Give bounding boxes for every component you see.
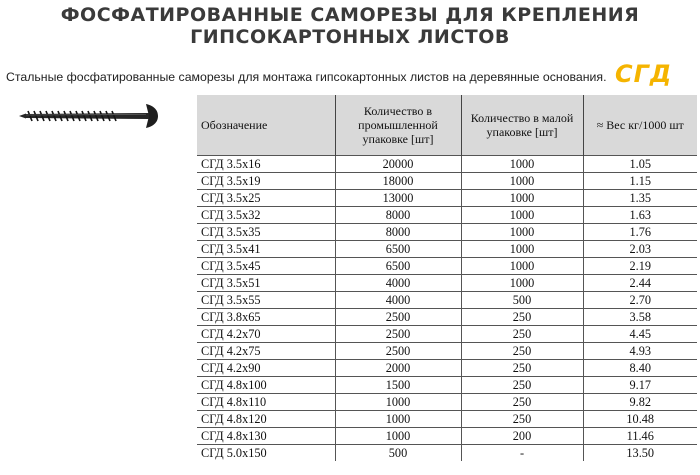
weight-cell: 2.70 xyxy=(583,291,697,308)
description-text: Стальные фосфатированные саморезы для монтажа гипсокартонных листов на деревянные основания. xyxy=(6,70,607,84)
table-row xyxy=(197,393,697,410)
small-pack-cell: 1000 xyxy=(461,274,583,291)
designation-cell: СГД 3.5х35 xyxy=(197,223,335,240)
table-row xyxy=(197,155,697,172)
weight-cell: 2.44 xyxy=(583,274,697,291)
small-pack-cell: 1000 xyxy=(461,155,583,172)
table-row xyxy=(197,206,697,223)
table-header-row xyxy=(197,95,697,155)
designation-cell: СГД 4.8х110 xyxy=(197,393,335,410)
designation-cell: СГД 3.5х55 xyxy=(197,291,335,308)
designation-cell: СГД 3.5х41 xyxy=(197,240,335,257)
weight-cell: 1.15 xyxy=(583,172,697,189)
designation-cell: СГД 3.5х19 xyxy=(197,172,335,189)
designation-cell: СГД 3.5х51 xyxy=(197,274,335,291)
small-pack-cell: 1000 xyxy=(461,206,583,223)
designation-cell: СГД 3.5х25 xyxy=(197,189,335,206)
small-pack-cell: 1000 xyxy=(461,172,583,189)
designation-cell: СГД 4.2х75 xyxy=(197,342,335,359)
small-pack-cell: 1000 xyxy=(461,257,583,274)
specification-table xyxy=(197,95,697,461)
industrial-pack-cell: 2500 xyxy=(335,342,461,359)
weight-cell: 4.93 xyxy=(583,342,697,359)
screw-icon xyxy=(18,103,163,129)
small-pack-cell: 250 xyxy=(461,376,583,393)
small-pack-cell: 500 xyxy=(461,291,583,308)
designation-cell: СГД 4.2х90 xyxy=(197,359,335,376)
table-row xyxy=(197,342,697,359)
small-pack-cell: 250 xyxy=(461,359,583,376)
small-pack-cell: 1000 xyxy=(461,223,583,240)
small-pack-cell: - xyxy=(461,444,583,461)
table-row xyxy=(197,325,697,342)
weight-cell: 13.50 xyxy=(583,444,697,461)
table-row xyxy=(197,308,697,325)
industrial-pack-cell: 20000 xyxy=(335,155,461,172)
industrial-pack-cell: 8000 xyxy=(335,206,461,223)
small-pack-cell: 250 xyxy=(461,342,583,359)
industrial-pack-cell: 2000 xyxy=(335,359,461,376)
small-pack-cell: 250 xyxy=(461,308,583,325)
designation-cell: СГД 4.8х120 xyxy=(197,410,335,427)
table-row xyxy=(197,274,697,291)
designation-cell: СГД 3.5х16 xyxy=(197,155,335,172)
designation-cell: СГД 4.8х130 xyxy=(197,427,335,444)
page-title: ФОСФАТИРОВАННЫЕ САМОРЕЗЫ ДЛЯ КРЕПЛЕНИЯ xyxy=(60,4,640,26)
industrial-pack-cell: 13000 xyxy=(335,189,461,206)
weight-cell: 1.76 xyxy=(583,223,697,240)
table-body xyxy=(197,155,697,461)
weight-cell: 1.05 xyxy=(583,155,697,172)
industrial-pack-cell: 18000 xyxy=(335,172,461,189)
small-pack-cell: 250 xyxy=(461,325,583,342)
small-pack-cell: 200 xyxy=(461,427,583,444)
table-row xyxy=(197,291,697,308)
table-row xyxy=(197,376,697,393)
weight-cell: 2.19 xyxy=(583,257,697,274)
industrial-pack-cell: 1000 xyxy=(335,410,461,427)
column-header-industrial-pack: Количество в промышленной упаковке [шт] xyxy=(335,95,461,155)
designation-cell: СГД 5.0х150 xyxy=(197,444,335,461)
industrial-pack-cell: 6500 xyxy=(335,257,461,274)
industrial-pack-cell: 2500 xyxy=(335,308,461,325)
weight-cell: 9.17 xyxy=(583,376,697,393)
weight-cell: 8.40 xyxy=(583,359,697,376)
small-pack-cell: 250 xyxy=(461,393,583,410)
table-row xyxy=(197,240,697,257)
industrial-pack-cell: 6500 xyxy=(335,240,461,257)
small-pack-cell: 250 xyxy=(461,410,583,427)
industrial-pack-cell: 500 xyxy=(335,444,461,461)
weight-cell: 1.35 xyxy=(583,189,697,206)
column-header-weight: ≈ Вес кг/1000 шт xyxy=(583,95,697,155)
small-pack-cell: 1000 xyxy=(461,240,583,257)
column-header-small-pack: Количество в малой упаковке [шт] xyxy=(461,95,583,155)
weight-cell: 3.58 xyxy=(583,308,697,325)
industrial-pack-cell: 1500 xyxy=(335,376,461,393)
table-row xyxy=(197,410,697,427)
industrial-pack-cell: 1000 xyxy=(335,427,461,444)
weight-cell: 9.82 xyxy=(583,393,697,410)
column-header-designation: Обозначение xyxy=(197,95,335,155)
table-row xyxy=(197,223,697,240)
industrial-pack-cell: 2500 xyxy=(335,325,461,342)
industrial-pack-cell: 4000 xyxy=(335,291,461,308)
industrial-pack-cell: 8000 xyxy=(335,223,461,240)
designation-cell: СГД 4.8х100 xyxy=(197,376,335,393)
page-title-line2: ГИПСОКАРТОННЫХ ЛИСТОВ xyxy=(190,26,510,48)
table-row xyxy=(197,427,697,444)
weight-cell: 1.63 xyxy=(583,206,697,223)
weight-cell: 4.45 xyxy=(583,325,697,342)
designation-cell: СГД 3.5х32 xyxy=(197,206,335,223)
small-pack-cell: 1000 xyxy=(461,189,583,206)
table-row xyxy=(197,359,697,376)
weight-cell: 2.03 xyxy=(583,240,697,257)
table-row xyxy=(197,172,697,189)
industrial-pack-cell: 4000 xyxy=(335,274,461,291)
table-row xyxy=(197,444,697,461)
weight-cell: 10.48 xyxy=(583,410,697,427)
industrial-pack-cell: 1000 xyxy=(335,393,461,410)
designation-cell: СГД 4.2х70 xyxy=(197,325,335,342)
designation-cell: СГД 3.8х65 xyxy=(197,308,335,325)
table-row xyxy=(197,189,697,206)
weight-cell: 11.46 xyxy=(583,427,697,444)
table-row xyxy=(197,257,697,274)
brand-logo: СГД xyxy=(615,60,673,88)
designation-cell: СГД 3.5х45 xyxy=(197,257,335,274)
